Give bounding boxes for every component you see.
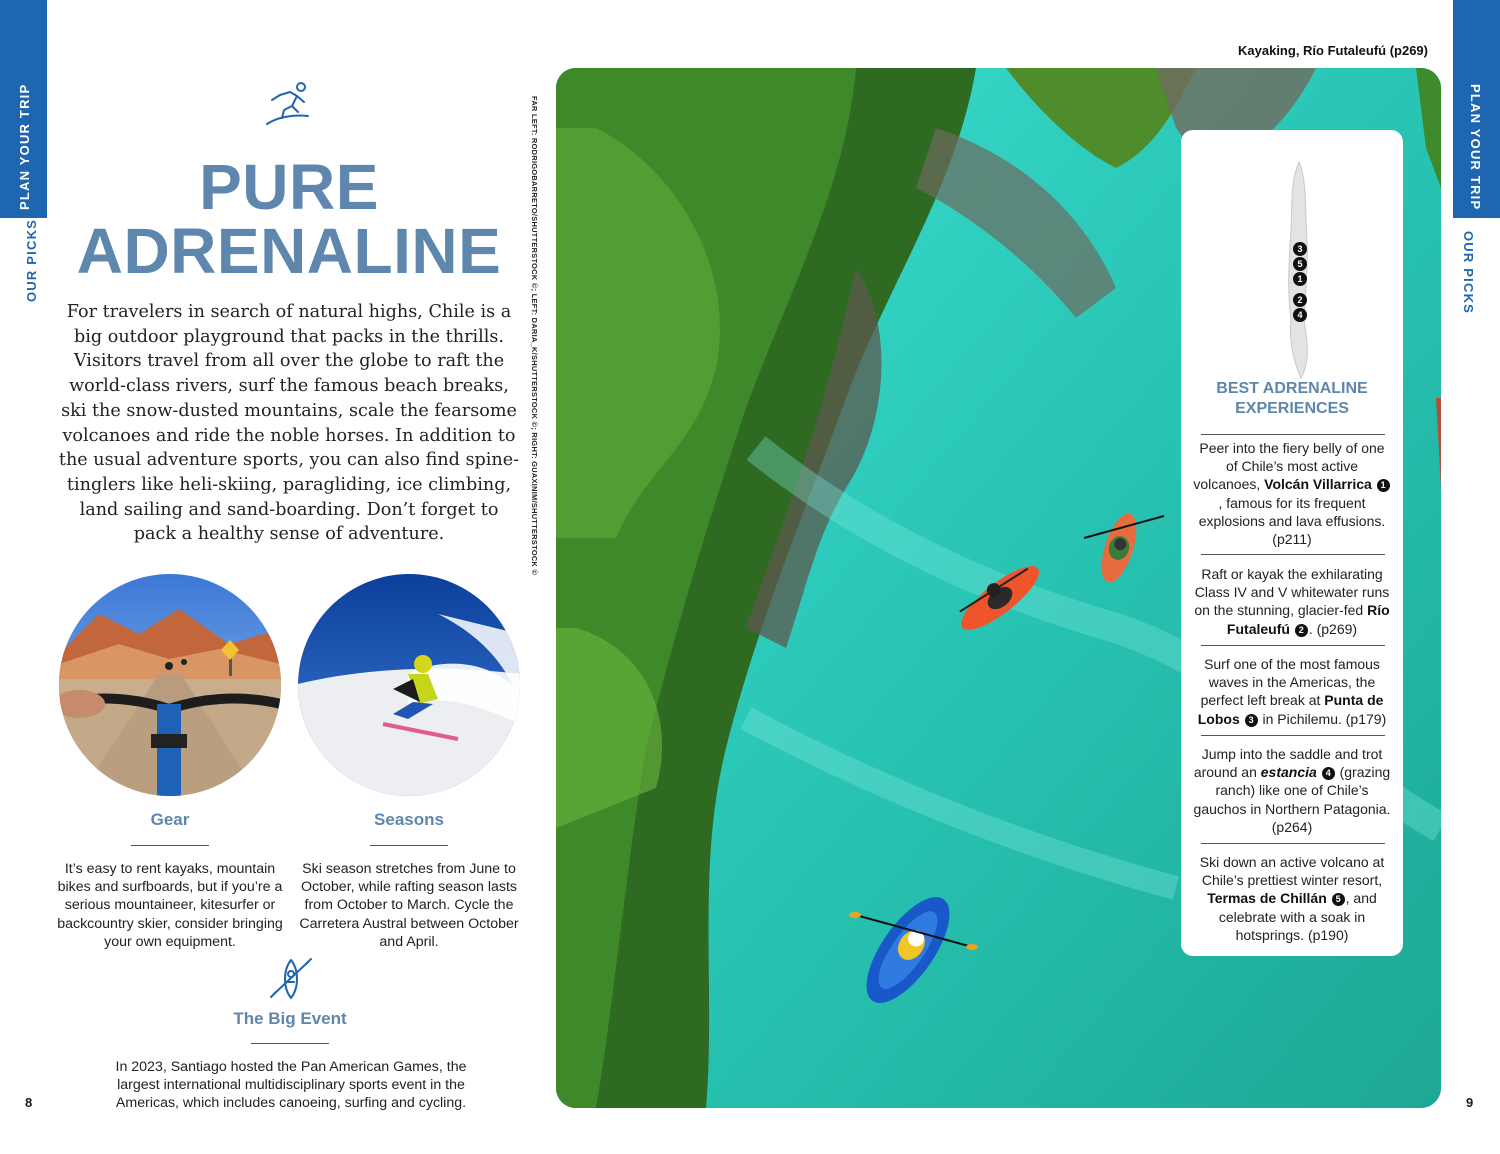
page-number-left: 8 <box>25 1095 33 1110</box>
gear-heading: Gear <box>150 810 190 829</box>
gear-rule <box>131 845 209 846</box>
big-event-rule <box>251 1043 329 1044</box>
page-title-line-1: PURE <box>199 151 379 223</box>
bike-photo <box>59 574 281 796</box>
seasons-rule <box>370 845 448 846</box>
photo-caption: Kayaking, Río Futaleufú (p269) <box>1238 43 1428 58</box>
marker-badge: 5 <box>1332 893 1345 906</box>
map-marker-2: 2 <box>1293 293 1307 307</box>
seasons-heading: Seasons <box>374 810 444 829</box>
item-divider <box>1201 843 1385 844</box>
item-divider <box>1201 645 1385 646</box>
intro-paragraph: For travelers in search of natural highs, Chile is a big outdoor playground that packs in the thrills. Visitors travel from all over the globe to raft the world-class rivers, surf the famous beach breaks, ski the snow-dusted mountains, scale the fearsome volcanoes and ride the noble horses. In addition to the usual adventure sports, you can also find spine-tinglers like heli-skiing, paragliding, ice climbing, land sailing and sand-boarding. Don’t forget to pack a healthy sense of adventure. <box>58 302 520 545</box>
left-tab-label: PLAN YOUR TRIP <box>17 83 32 210</box>
left-section-label: OUR PICKS <box>24 218 39 302</box>
marker-badge: 4 <box>1322 767 1335 780</box>
experience-item: Peer into the fiery belly of one of Chile’s most active volcanoes, Volcán Villarrica 1, famous for its frequent explosions and lava effusions. (p211) <box>1193 439 1391 548</box>
big-event-body: In 2023, Santiago hosted the Pan American Games, the largest international multidisciplinary sports event in the Americas, which includes canoeing, surfing and cycling. <box>115 1059 467 1112</box>
marker-badge: 2 <box>1295 624 1308 637</box>
card-rule <box>1201 434 1385 435</box>
big-event-heading: The Big Event <box>233 1009 347 1028</box>
experience-item: Raft or kayak the exhilarating Class IV and V whitewater runs on the stunning, glacier-fed Río Futaleufú 2 . (p269) <box>1194 566 1390 637</box>
page-number-right: 9 <box>1466 1095 1474 1110</box>
kayak-icon <box>268 956 314 1002</box>
card-heading <box>1181 379 1403 418</box>
best-experiences-card <box>1181 130 1403 956</box>
card-heading-line-1: BEST ADRENALINE <box>1216 380 1368 397</box>
map-marker-4: 4 <box>1293 308 1307 322</box>
right-tab-label: PLAN YOUR TRIP <box>1468 84 1483 211</box>
card-heading-line-2: EXPERIENCES <box>1235 399 1349 417</box>
marker-badge: 3 <box>1245 714 1258 727</box>
page-title-line-2: ADRENALINE <box>76 215 502 287</box>
seasons-body: Ski season stretches from June to October, while rafting season lasts from October to March. Cycle the Carretera Austral between October and April. <box>299 861 519 950</box>
marker-badge: 1 <box>1377 479 1390 492</box>
experience-item: Jump into the saddle and trot around an estancia 4 (grazing ranch) like one of Chile’s gauchos in Northern Patagonia. (p264) <box>1193 746 1391 835</box>
experience-item: Ski down an active volcano at Chile’s prettiest winter resort, Termas de Chillán 5 , and celebrate with a soak in hotsprings. (p190) <box>1199 854 1385 943</box>
map-marker-5: 5 <box>1293 257 1307 271</box>
gear-body: It’s easy to rent kayaks, mountain bikes and surfboards, but if you’re a serious mountaineer, kitesurfer or backcountry skier, consider bringing your own equipment. <box>57 861 283 950</box>
experience-item: Surf one of the most famous waves in the Americas, the perfect left break at Punta de Lobos 3 in Pichilemu. (p179) <box>1197 656 1387 727</box>
item-divider <box>1201 554 1385 555</box>
map-marker-3: 3 <box>1293 242 1307 256</box>
right-section-label: OUR PICKS <box>1461 231 1476 315</box>
ski-photo <box>298 574 520 796</box>
item-divider <box>1201 735 1385 736</box>
map-marker-1: 1 <box>1293 272 1307 286</box>
surfer-icon <box>264 80 314 128</box>
photo-credit: FAR LEFT: RODRIGOBARRETO/SHUTTERSTOCK ©; LEFT: DARIA_K/SHUTTERSTOCK ©; RIGHT: GUAXINIM/SHUTTERSTOCK © <box>530 96 539 576</box>
